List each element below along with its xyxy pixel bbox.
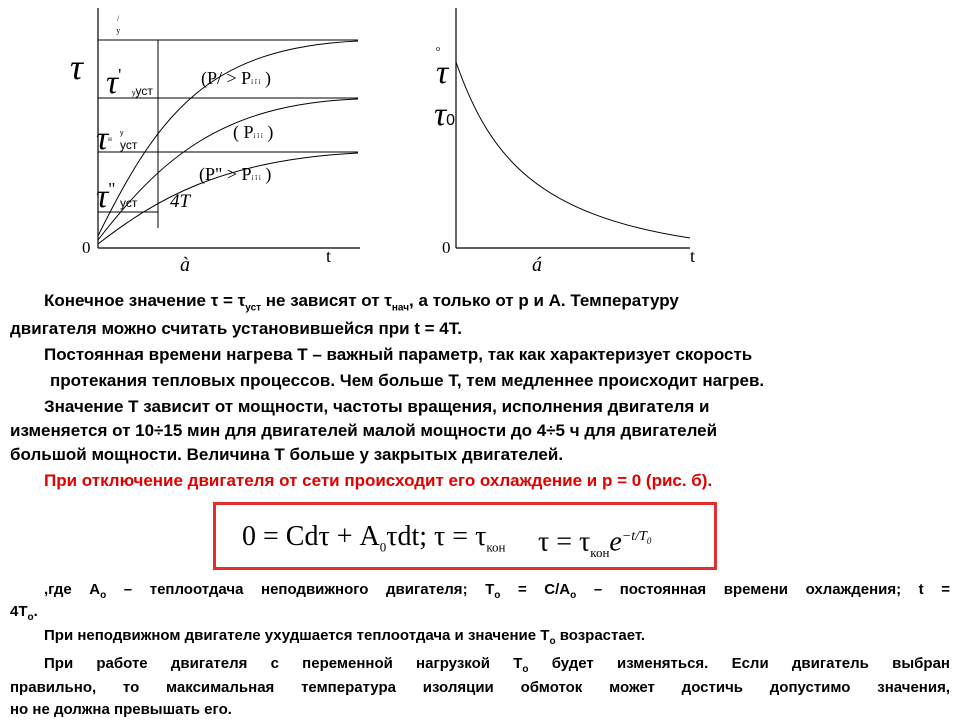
para6-a: При работе двигателя с переменной нагрузкой T [44, 655, 523, 672]
para5-a: При неподвижном двигателе ухудшается теплоотдача и значение T [44, 627, 550, 644]
tau-steady-top-sub-text: уст [135, 84, 153, 98]
formula-part1: 0 = Cdτ + A [242, 521, 380, 552]
para3-line3: большой мощности. Величина T больше у закрытых двигателей. [10, 445, 564, 464]
para6-line2: правильно, то максимальная температура изоляции обмоток может достичь допустимо значения, [10, 679, 950, 696]
tau-steady-mid [96, 120, 112, 158]
graph-a-t-label: t [326, 246, 332, 266]
tau-steady-top [106, 64, 121, 102]
curve-label-top-close: ) [265, 68, 272, 88]
para4-l2-sub: o [27, 612, 34, 623]
tau-steady-bot-prime: " [108, 179, 116, 199]
graph-a-header [117, 16, 123, 34]
para2-line2: протекания тепловых процессов. Чем больше T, тем медленнее происходит нагрев. [50, 371, 765, 390]
graph-b-tau0-sub: 0 [446, 112, 456, 129]
para4-b: – теплоотдача неподвижного двигателя; T [106, 581, 495, 598]
para4-sub2: o [494, 590, 501, 601]
para5-sub: o [549, 636, 556, 647]
curve-label-mid-close: ) [267, 122, 274, 142]
para1-line2: двигателя можно считать установившейся при t = 4T. [10, 319, 462, 338]
graph-b-tau0-label [434, 96, 455, 134]
tau-steady-top-prime: ' [118, 65, 122, 85]
graphs-canvas [0, 0, 960, 280]
para4-a: ,где A [44, 581, 101, 598]
graph-b-tau-axis-label: τ [436, 54, 449, 91]
tau-steady-top-sub [132, 84, 153, 98]
graph-a-caption: à [180, 254, 190, 276]
formula-e: e [609, 526, 622, 558]
para4-sub1: o [100, 590, 107, 601]
para2-line1: Постоянная времени нагрева T – важный параметр, так как характеризует скорость [44, 345, 753, 364]
para4-line1 [44, 580, 950, 599]
graph-heating [98, 8, 360, 248]
para4-l2-end: . [33, 603, 38, 620]
tau-steady-mid-sub2: у [120, 130, 124, 137]
curve-label-mid [233, 122, 273, 143]
graph-a-header-sub: у [116, 26, 121, 35]
graph-b-header-sub: o [436, 44, 440, 53]
para1-line1 [44, 290, 679, 314]
graph-b-origin: 0 [442, 238, 451, 257]
cooling-highlight-line: При отключение двигателя от сети происходит его охлаждение и p = 0 (рис. б). [44, 471, 713, 490]
para4-l2: 4T [10, 603, 28, 620]
curve-label-top [201, 68, 271, 89]
period-label: 4T [170, 191, 191, 212]
graph-b-tau0-symbol: τ [434, 96, 447, 133]
para6-sub: o [522, 664, 529, 675]
curve-label-top-text: (P/ > P [201, 68, 252, 88]
tau-steady-mid-sub [120, 130, 138, 152]
para6-b: будет изменяться. Если двигатель выбран [528, 655, 950, 672]
para6-line3: но не должна превышать его. [10, 701, 232, 718]
tau-steady-bot [96, 178, 116, 216]
para1-sub2: нач [391, 302, 410, 314]
para1-line1-a: Конечное значение τ = τ [44, 291, 246, 310]
formula-part3: τ = τ [538, 526, 591, 558]
formula-sub1: 0 [379, 539, 387, 555]
para3-line1: Значение T зависит от мощности, частоты вращения, исполнения двигателя и [44, 397, 710, 416]
para4-sub3: o [570, 590, 577, 601]
curve-label-bot-sub: í î ì [251, 174, 261, 182]
para4-c: = C/A [500, 581, 571, 598]
graph-b-t-label: t [690, 246, 696, 266]
graph-cooling [456, 8, 690, 248]
formula-exp: −t/T [621, 529, 647, 544]
formula-box [213, 502, 717, 570]
graph-b-caption: á [532, 254, 542, 276]
formula-sub3: кон [590, 544, 610, 560]
para5-b: возрастает. [555, 627, 646, 644]
formula-sub2: кон [486, 539, 506, 555]
para6-line1 [44, 654, 950, 673]
para4-d: – постоянная времени охлаждения; t = [576, 581, 950, 598]
curve-label-mid-sub: í î ì [253, 132, 263, 140]
para5 [44, 626, 645, 645]
curve-label-top-sub: í î ì [251, 78, 261, 86]
graph-a-header-sup: / [117, 14, 120, 23]
tau-steady-bot-symbol: τ [96, 178, 109, 215]
tau-steady-top-sub2: у [132, 90, 136, 97]
cooling-curve [456, 62, 690, 238]
formula-exponential [538, 521, 651, 558]
para1-line1-c: , а только от p и A. Температуру [409, 291, 679, 310]
curve-label-bot-close: ) [265, 164, 272, 184]
tau-steady-bot-sub: уст [120, 196, 138, 210]
para1-sub1: уст [245, 302, 262, 314]
curve-label-bot-text: (P" > P [199, 164, 252, 184]
curve-label-bot [199, 164, 271, 185]
curve-label-mid-text: ( P [233, 122, 254, 142]
formula-exp-sub: 0 [646, 535, 652, 546]
tau-steady-top-symbol: τ [106, 64, 119, 101]
para3-line2: изменяется от 10÷15 мин для двигателей малой мощности до 4÷5 ч для двигателей [10, 421, 718, 440]
tau-steady-mid-symbol: τ [96, 120, 109, 157]
tau-steady-mid-sub-text: уст [120, 138, 138, 152]
graph-a-origin: 0 [82, 238, 91, 257]
para1-line1-b: не зависят от τ [261, 291, 392, 310]
tau-steady-mid-sup: н [108, 135, 112, 143]
formula-cooling-equation [242, 521, 505, 553]
para4-line2 [10, 602, 38, 621]
formula-part2: τdt; τ = τ [386, 521, 487, 552]
graph-a-tau-axis-label: τ [70, 47, 83, 87]
